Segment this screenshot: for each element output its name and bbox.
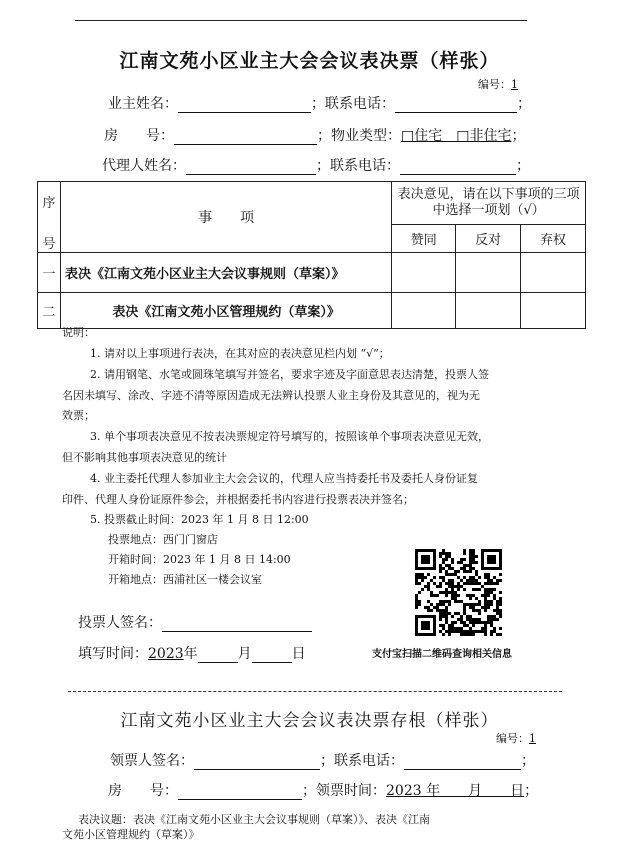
- voter-sign-label: 投票人签名：: [78, 615, 162, 631]
- semicolon: ；: [516, 158, 530, 174]
- col-seq-bottom: 号: [42, 237, 56, 252]
- top-rule: [75, 20, 527, 21]
- fill-year[interactable]: 2023: [148, 646, 184, 662]
- note-2c: 效票；: [62, 409, 95, 422]
- qr-code-icon: [415, 549, 502, 636]
- owner-name-label: 业主姓名：: [108, 96, 178, 112]
- table-row: [38, 293, 586, 329]
- semicolon: ；: [511, 128, 526, 144]
- note-3b: 但不影响其他事项表决意见的统计: [62, 451, 227, 464]
- serial-number: [478, 76, 518, 92]
- note-5-place: 投票地点：西门门窗店: [108, 533, 218, 546]
- table-row: [38, 253, 586, 293]
- note-5: 5. 投票截止时间：2023 年 1 月 8 日 12:00: [90, 513, 309, 526]
- stub-topics-b: 文苑小区管理规约（草案）》: [62, 828, 200, 841]
- vote-abstain-cell[interactable]: [521, 293, 586, 329]
- receiver-sign-field[interactable]: [194, 753, 320, 770]
- cut-line: [68, 691, 562, 692]
- stub-serial: [496, 730, 536, 746]
- stub-serial-value: 1: [529, 732, 536, 745]
- row-item: 表决《江南文苑小区业主大会议事规则（草案）》: [60, 253, 391, 293]
- vote-oppose-cell[interactable]: [456, 293, 521, 329]
- note-5-open-time: 开箱时间：2023 年 1 月 8 日 14:00: [108, 553, 291, 566]
- voter-sign-row: [78, 612, 312, 632]
- receive-time-value[interactable]: 2023 年 月 日: [386, 783, 525, 799]
- owner-phone-label: ；联系电话：: [311, 96, 395, 112]
- stub-room-row: [108, 780, 538, 800]
- option-abstain-header: 弃权: [521, 224, 586, 252]
- col-opinion-header: 表决意见，请在以下事项的三项中选择一项划（√）: [392, 182, 586, 225]
- room-row: [104, 125, 525, 145]
- note-3a: 3. 单个事项表决意见不按表决票规定符号填写的，按照该单个事项表决意见无效，: [90, 430, 489, 443]
- fill-month-field[interactable]: [198, 646, 238, 663]
- note-2b: 名因未填写、涂改、字迹不清等原因造成无法辨认投票人业主身份及其意见的，视为无: [62, 389, 480, 402]
- note-5-open-place: 开箱地点：西浦社区一楼会议室: [108, 573, 262, 586]
- fill-time-row: [78, 643, 306, 663]
- receive-time-label: ；领票时间：: [302, 783, 386, 799]
- month-unit: 月: [237, 646, 252, 662]
- proxy-row: [102, 155, 530, 175]
- qr-caption: 支付宝扫描二维码查询相关信息: [372, 649, 512, 660]
- proxy-phone-label: ；联系电话：: [316, 158, 400, 174]
- note-4b: 印件、代理人身份证原件参会，并根据委托书内容进行投票表决并签名；: [62, 493, 414, 506]
- owner-phone-field[interactable]: [395, 96, 517, 113]
- note-2a: 2. 请用钢笔、水笔或圆珠笔填写并签名，要求字迹及字面意思表达清楚，投票人签: [90, 368, 489, 381]
- serial-value: 1: [511, 78, 518, 91]
- serial-label: 编号：: [478, 78, 511, 91]
- stub-room-label: 房 号：: [108, 783, 178, 799]
- vote-oppose-cell[interactable]: [456, 253, 521, 293]
- row-seq: 一: [38, 253, 61, 293]
- notes-heading: 说明：: [62, 326, 95, 339]
- col-item-header: 事 项: [60, 182, 391, 253]
- option-approve-header: 赞同: [392, 224, 456, 252]
- proxy-name-field[interactable]: [186, 158, 316, 175]
- col-seq-top: 序: [42, 196, 56, 211]
- proxy-phone-field[interactable]: [400, 158, 516, 175]
- stub-topics-a: 表决议题：表决《江南文苑小区业主大会议事规则（草案）》、表决《江南: [78, 813, 430, 826]
- room-field[interactable]: [174, 128, 317, 145]
- receiver-sign-label: 领票人签名：: [110, 753, 194, 769]
- row-seq: 二: [38, 293, 61, 329]
- voter-sign-field[interactable]: [162, 615, 312, 632]
- vote-approve-cell[interactable]: [392, 293, 456, 329]
- stub-title: 江南文苑小区业主大会会议表决票存根（样张）: [120, 711, 499, 731]
- owner-name-row: [108, 93, 531, 113]
- property-type-options[interactable]: □住宅 □非住宅: [401, 128, 512, 144]
- stub-receiver-row: [110, 750, 535, 770]
- fill-day-field[interactable]: [252, 646, 292, 663]
- semicolon: ；: [524, 783, 539, 799]
- vote-approve-cell[interactable]: [392, 253, 456, 293]
- stub-serial-label: 编号：: [496, 732, 529, 745]
- vote-abstain-cell[interactable]: [521, 253, 586, 293]
- room-label: 房 号：: [104, 128, 174, 144]
- option-oppose-header: 反对: [456, 224, 521, 252]
- row-item: 表决《江南文苑小区管理规约（草案）》: [60, 293, 391, 329]
- stub-room-field[interactable]: [178, 783, 302, 800]
- vote-table: [37, 181, 586, 329]
- property-type-label: ；物业类型：: [317, 128, 401, 144]
- fill-time-label: 填写时间：: [78, 646, 148, 662]
- note-4a: 4. 业主委托代理人参加业主大会会议的，代理人应当持委托书及委托人身份证复: [90, 472, 478, 485]
- semicolon: ；: [521, 753, 535, 769]
- note-1: 1. 请对以上事项进行表决，在其对应的表决意见栏内划 “√”；: [90, 347, 390, 360]
- year-unit: 年: [183, 646, 198, 662]
- proxy-name-label: 代理人姓名：: [102, 158, 186, 174]
- semicolon: ；: [517, 96, 531, 112]
- stub-phone-label: ；联系电话：: [320, 753, 404, 769]
- page-title: 江南文苑小区业主大会会议表决票（样张）: [119, 50, 500, 72]
- stub-phone-field[interactable]: [404, 753, 521, 770]
- day-unit: 日: [291, 646, 306, 662]
- owner-name-field[interactable]: [178, 96, 311, 113]
- col-seq-header: [38, 182, 61, 253]
